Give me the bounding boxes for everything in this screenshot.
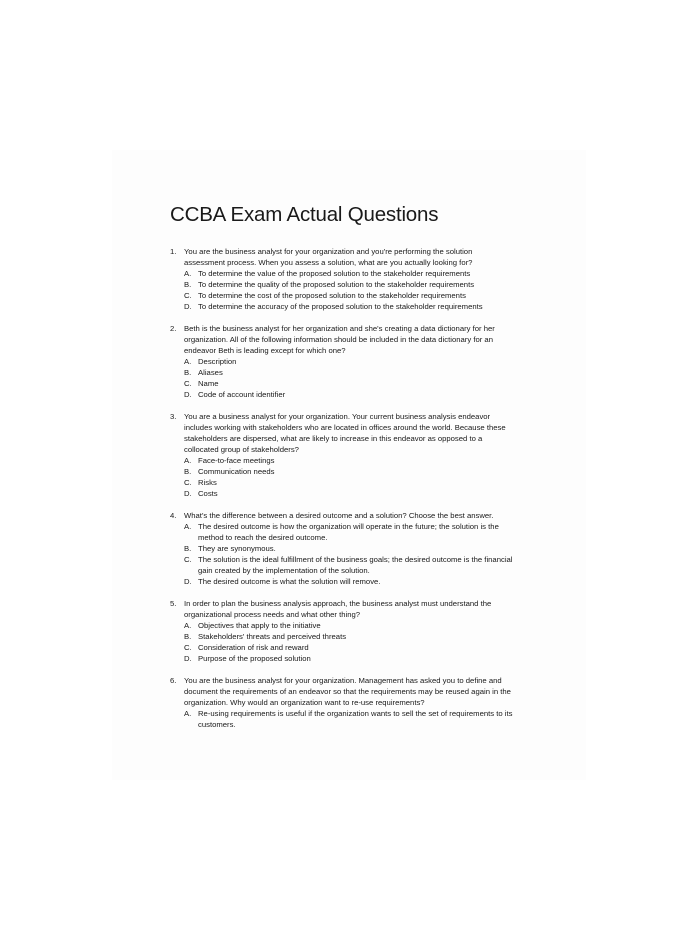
answer-option-text-line: They are synonymous. bbox=[198, 544, 276, 553]
answer-option bbox=[170, 279, 542, 290]
answer-option bbox=[170, 290, 542, 301]
answer-option-text-line: gain created by the implementation of the solution. bbox=[198, 566, 370, 575]
answer-option-text-line: Aliases bbox=[198, 368, 223, 377]
answer-option bbox=[170, 356, 542, 367]
answer-option-letter: A. bbox=[184, 456, 192, 465]
answer-option-letter: C. bbox=[184, 555, 192, 564]
answer-option-letter: A. bbox=[184, 269, 192, 278]
answer-option bbox=[170, 543, 542, 554]
answer-option-letter: B. bbox=[184, 368, 192, 377]
question-text-line: document the requirements of an endeavor so that the requirements may be reused again in the bbox=[184, 687, 511, 696]
answer-option-letter: D. bbox=[184, 489, 192, 498]
answer-option-letter: C. bbox=[184, 478, 192, 487]
answer-option-letter: B. bbox=[184, 467, 192, 476]
answer-option bbox=[170, 642, 542, 653]
document-title: CCBA Exam Actual Questions bbox=[170, 203, 439, 226]
question-item bbox=[170, 510, 542, 587]
question-text bbox=[184, 675, 542, 708]
answer-option-text-line: The desired outcome is how the organization will operate in the future; the solution is the bbox=[198, 522, 499, 531]
question-list bbox=[170, 246, 542, 741]
answer-option-letter: D. bbox=[184, 390, 192, 399]
answer-options bbox=[170, 455, 542, 499]
answer-option bbox=[170, 301, 542, 312]
question-number: 3. bbox=[170, 412, 177, 421]
question-item bbox=[170, 598, 542, 664]
question-item bbox=[170, 246, 542, 312]
answer-option bbox=[170, 576, 542, 587]
question-item bbox=[170, 675, 542, 730]
question-text bbox=[184, 411, 542, 455]
answer-option-letter: B. bbox=[184, 544, 192, 553]
answer-option-text-line: method to reach the desired outcome. bbox=[198, 533, 328, 542]
answer-option bbox=[170, 477, 542, 488]
answer-option-letter: B. bbox=[184, 280, 192, 289]
answer-option bbox=[170, 554, 542, 576]
answer-option-letter: C. bbox=[184, 291, 192, 300]
answer-option-text-line: Consideration of risk and reward bbox=[198, 643, 309, 652]
question-text-line: organization. Why would an organization want to re-use requirements? bbox=[184, 698, 425, 707]
answer-option-text-line: Risks bbox=[198, 478, 217, 487]
question-text-line: assessment process. When you assess a solution, what are you actually looking for? bbox=[184, 258, 473, 267]
answer-option-letter: D. bbox=[184, 577, 192, 586]
answer-option-text-line: Costs bbox=[198, 489, 218, 498]
question-number: 5. bbox=[170, 599, 177, 608]
answer-option bbox=[170, 268, 542, 279]
answer-option bbox=[170, 389, 542, 400]
answer-option-text-line: To determine the cost of the proposed solution to the stakeholder requirements bbox=[198, 291, 466, 300]
answer-option-text-line: The desired outcome is what the solution will remove. bbox=[198, 577, 381, 586]
answer-option bbox=[170, 653, 542, 664]
answer-option-text-line: Objectives that apply to the initiative bbox=[198, 621, 321, 630]
answer-option bbox=[170, 631, 542, 642]
question-text-line: Beth is the business analyst for her organization and she's creating a data dictionary for her bbox=[184, 324, 495, 333]
answer-option-text-line: Name bbox=[198, 379, 219, 388]
answer-options bbox=[170, 708, 542, 730]
answer-option bbox=[170, 521, 542, 543]
answer-options bbox=[170, 620, 542, 664]
question-text-line: You are the business analyst for your organization and you're performing the solution bbox=[184, 247, 473, 256]
answer-option bbox=[170, 708, 542, 730]
answer-option-letter: A. bbox=[184, 357, 192, 366]
question-text-line: stakeholders are dispersed, what are likely to increase in this endeavor as opposed to a bbox=[184, 434, 483, 443]
answer-option bbox=[170, 466, 542, 477]
answer-option-text-line: customers. bbox=[198, 720, 236, 729]
question-item bbox=[170, 323, 542, 400]
answer-option-letter: D. bbox=[184, 654, 192, 663]
question-text-line: What's the difference between a desired outcome and a solution? Choose the best answer. bbox=[184, 511, 494, 520]
answer-options bbox=[170, 356, 542, 400]
question-text-line: You are a business analyst for your organization. Your current business analysis endeavor bbox=[184, 412, 491, 421]
answer-option-letter: A. bbox=[184, 709, 192, 718]
question-text bbox=[184, 323, 542, 356]
answer-option-letter: C. bbox=[184, 643, 192, 652]
question-text-line: collocated group of stakeholders? bbox=[184, 445, 299, 454]
answer-option-text-line: The solution is the ideal fulfillment of the business goals; the desired outcome is the financial bbox=[198, 555, 513, 564]
question-number: 2. bbox=[170, 324, 177, 333]
answer-option bbox=[170, 378, 542, 389]
question-text-line: organization. All of the following information should be included in the data dictionary for an bbox=[184, 335, 493, 344]
answer-option bbox=[170, 455, 542, 466]
answer-option-text-line: Face-to-face meetings bbox=[198, 456, 275, 465]
question-number: 4. bbox=[170, 511, 177, 520]
answer-option-text-line: To determine the quality of the proposed solution to the stakeholder requirements bbox=[198, 280, 475, 289]
question-text-line: includes working with stakeholders who are located in offices around the world. Because these bbox=[184, 423, 506, 432]
question-text bbox=[184, 246, 542, 268]
answer-option bbox=[170, 488, 542, 499]
answer-option bbox=[170, 620, 542, 631]
answer-option-letter: A. bbox=[184, 522, 192, 531]
question-text-line: You are the business analyst for your organization. Management has asked you to define and bbox=[184, 676, 502, 685]
answer-option-text-line: Description bbox=[198, 357, 237, 366]
question-text-line: organizational process needs and what other thing? bbox=[184, 610, 361, 619]
answer-option-letter: C. bbox=[184, 379, 192, 388]
answer-option-letter: D. bbox=[184, 302, 192, 311]
answer-option bbox=[170, 367, 542, 378]
answer-options bbox=[170, 521, 542, 587]
question-text-line: In order to plan the business analysis approach, the business analyst must understand the bbox=[184, 599, 492, 608]
answer-option-text-line: To determine the accuracy of the proposed solution to the stakeholder requirements bbox=[198, 302, 483, 311]
question-text-line: endeavor Beth is leading except for which one? bbox=[184, 346, 346, 355]
answer-option-letter: B. bbox=[184, 632, 192, 641]
question-item bbox=[170, 411, 542, 499]
answer-option-text-line: Stakeholders' threats and perceived threats bbox=[198, 632, 347, 641]
answer-option-text-line: Re-using requirements is useful if the organization wants to sell the set of requirements to its bbox=[198, 709, 513, 718]
question-text bbox=[184, 510, 542, 521]
answer-options bbox=[170, 268, 542, 312]
answer-option-text-line: Purpose of the proposed solution bbox=[198, 654, 311, 663]
answer-option-text-line: Communication needs bbox=[198, 467, 275, 476]
answer-option-text-line: Code of account identifier bbox=[198, 390, 286, 399]
question-number: 1. bbox=[170, 247, 177, 256]
question-number: 6. bbox=[170, 676, 177, 685]
answer-option-text-line: To determine the value of the proposed solution to the stakeholder requirements bbox=[198, 269, 471, 278]
answer-option-letter: A. bbox=[184, 621, 192, 630]
question-text bbox=[184, 598, 542, 620]
